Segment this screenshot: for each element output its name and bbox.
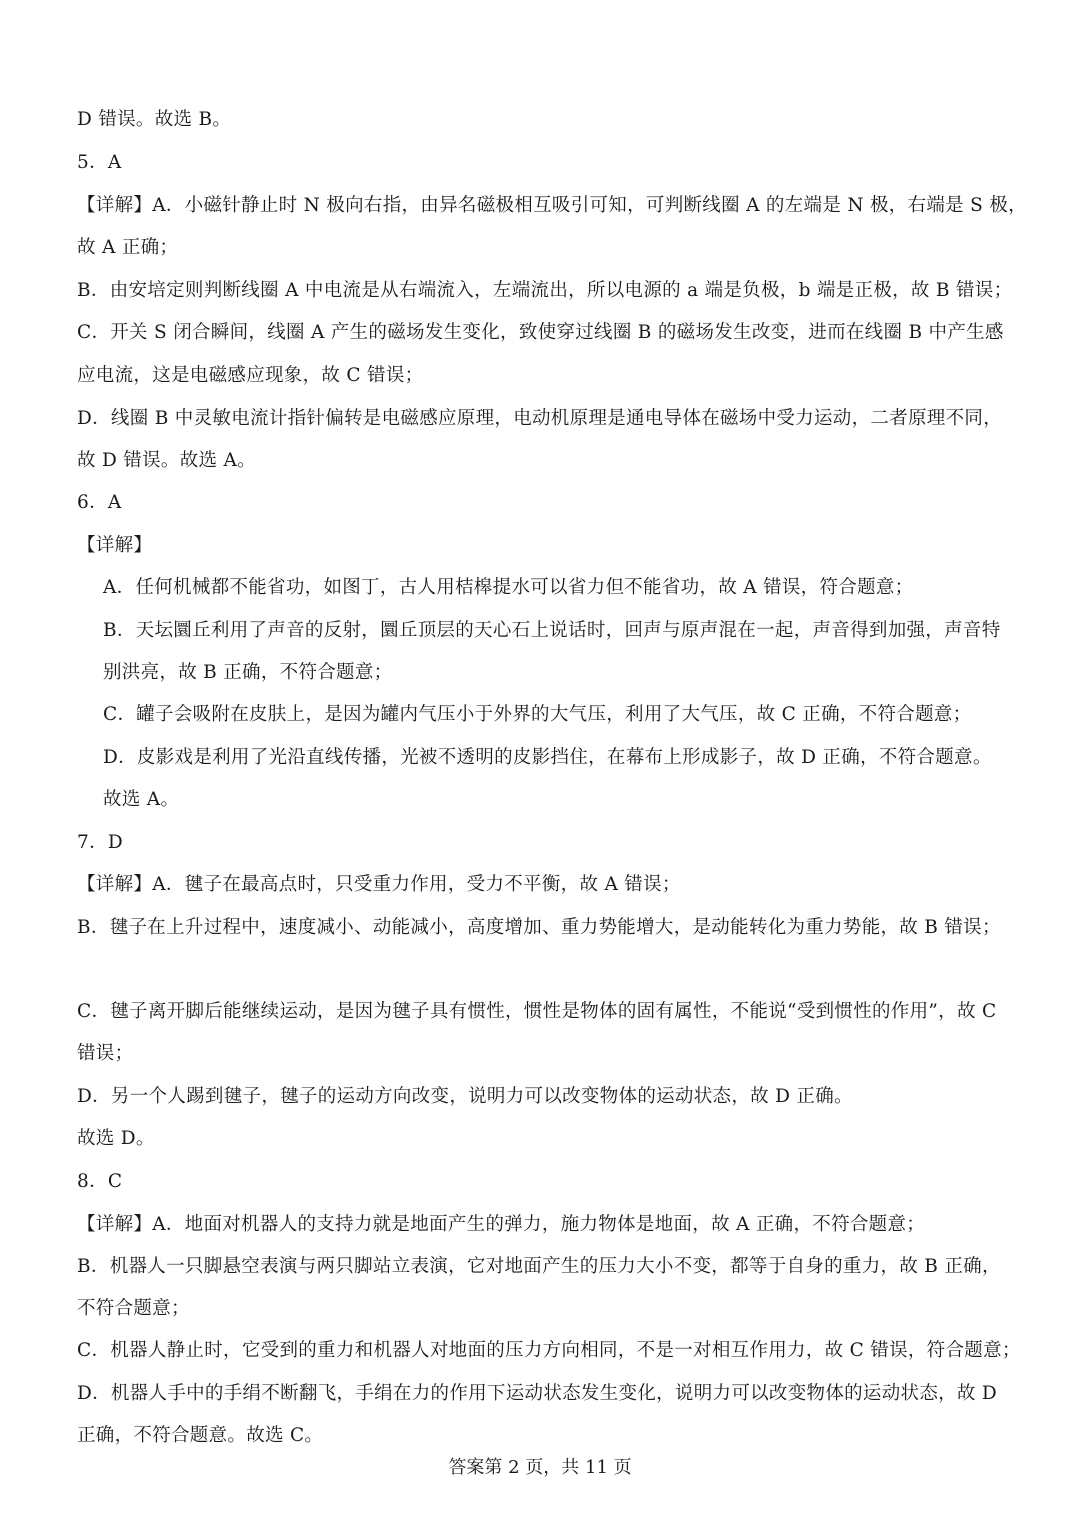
text-line: D．线圈 B 中灵敏电流计指针偏转是电磁感应原理，电动机原理是通电导体在磁场中受力运动，二者原理不同， <box>77 408 1002 429</box>
text-line: C．毽子离开脚后能继续运动，是因为毽子具有惯性，惯性是物体的固有属性，不能说“受到惯性的作用”，故 C <box>77 1001 997 1022</box>
text-line: D．另一个人踢到毽子，毽子的运动方向改变，说明力可以改变物体的运动状态，故 D 正确。 <box>77 1086 853 1107</box>
text-line: 【详解】A．地面对机器人的支持力就是地面产生的弹力，施力物体是地面，故 A 正确，不符合题意； <box>77 1214 926 1235</box>
text-line: A．任何机械都不能省功，如图丁，古人用桔槔提水可以省力但不能省功，故 A 错误，符合题意； <box>103 577 914 598</box>
question-number: 6．A <box>77 492 122 513</box>
text-line: B．机器人一只脚悬空表演与两只脚站立表演，它对地面产生的压力大小不变，都等于自身的重力，故 B 正确， <box>77 1256 1001 1277</box>
text-line: 【详解】 <box>77 535 153 556</box>
page-footer: 答案第 2 页，共 11 页 <box>448 1457 632 1478</box>
text-line: D．皮影戏是利用了光沿直线传播，光被不透明的皮影挡住，在幕布上形成影子，故 D 正确，不符合题意。 <box>103 747 992 768</box>
text-line: 错误； <box>77 1043 134 1064</box>
text-line: D．机器人手中的手绢不断翻飞，手绢在力的作用下运动状态发生变化，说明力可以改变物体的运动状态，故 D <box>77 1383 998 1404</box>
question-number: 5．A <box>77 152 122 173</box>
text-line: 正确，不符合题意。故选 C。 <box>77 1425 324 1446</box>
text-line: 故 D 错误。故选 A。 <box>77 450 256 471</box>
text-line: C．机器人静止时，它受到的重力和机器人对地面的压力方向相同，不是一对相互作用力，故 C 错误，符合题意； <box>77 1340 1021 1361</box>
text-line: C．罐子会吸附在皮肤上，是因为罐内气压小于外界的大气压，利用了大气压，故 C 正确，不符合题意； <box>103 704 972 725</box>
text-line: B．由安培定则判断线圈 A 中电流是从右端流入，左端流出，所以电源的 a 端是负极，b 端是正极，故 B 错误； <box>77 280 1013 301</box>
text-line: 【详解】A．毽子在最高点时，只受重力作用，受力不平衡，故 A 错误； <box>77 874 681 895</box>
text-line: B．天坛圜丘利用了声音的反射，圜丘顶层的天心石上说话时，回声与原声混在一起，声音得到加强，声音特 <box>103 620 1001 641</box>
text-line: C．开关 S 闭合瞬间，线圈 A 产生的磁场发生变化，致使穿过线圈 B 的磁场发生改变，进而在线圈 B 中产生感 <box>77 322 1004 343</box>
text-line: 应电流，这是电磁感应现象，故 C 错误； <box>77 365 424 386</box>
question-number: 7．D <box>77 832 124 853</box>
text-line: 故选 A。 <box>103 789 180 810</box>
text-line: B．毽子在上升过程中，速度减小、动能减小，高度增加、重力势能增大，是动能转化为重力势能，故 B 错误； <box>77 917 1001 938</box>
text-line: 不符合题意； <box>77 1298 190 1319</box>
text-line: 别洪亮，故 B 正确，不符合题意； <box>103 662 393 683</box>
question-number: 8．C <box>77 1171 123 1192</box>
text-line: 故选 D。 <box>77 1128 155 1149</box>
text-line: 【详解】A．小磁针静止时 N 极向右指，由异名磁极相互吸引可知，可判断线圈 A 的左端是 N 极，右端是 S 极， <box>77 195 1027 216</box>
text-line: D 错误。故选 B。 <box>77 109 232 130</box>
text-line: 故 A 正确； <box>77 237 179 258</box>
